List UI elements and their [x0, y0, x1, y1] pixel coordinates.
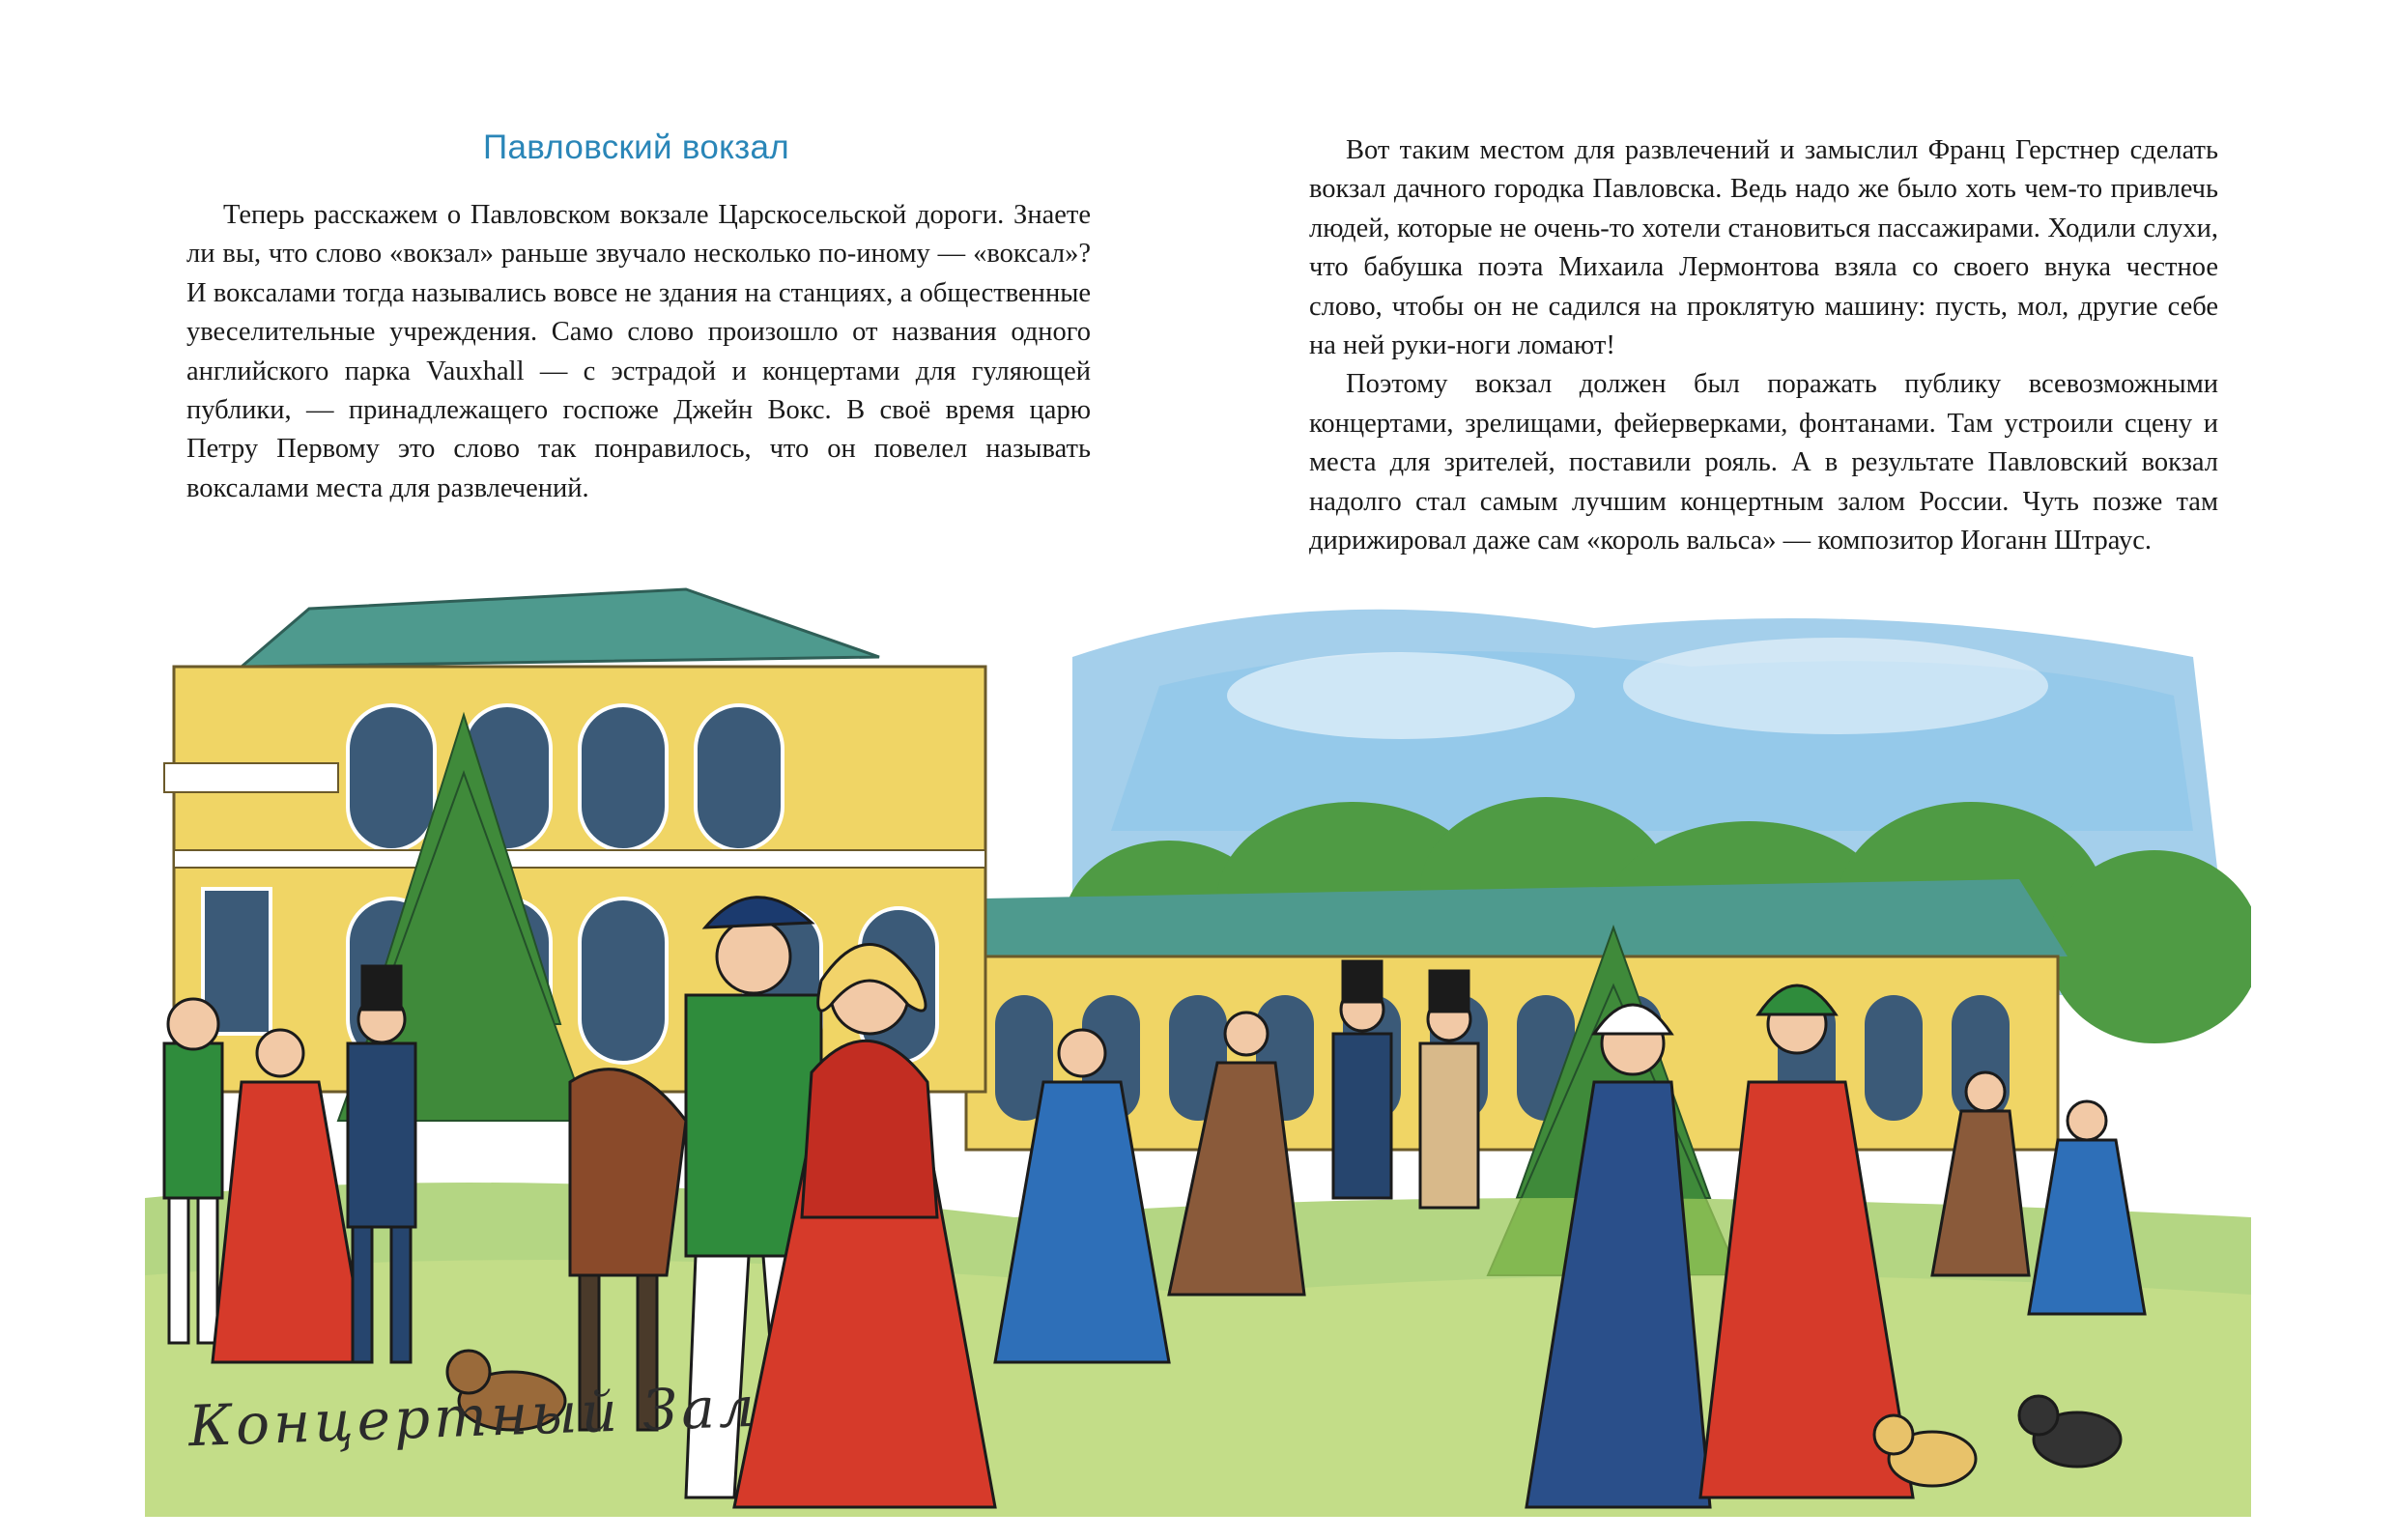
right-paragraph-2: Поэтому вокзал должен был поражать публику всевозможными концертами, зрелищами, фейерверками, фонтанами. Там устроили сцену и места для зрителей, поставили рояль. А в результате Павловский вокзал надолго стал самым лучшим концертным залом России. Чуть позже там дирижировал даже сам «король вальса» — композитор Иоганн Штраус. [1309, 369, 2218, 556]
left-paragraph-1: Теперь расскажем о Павловском вокзале Царскосельской дороги. Знаете ли вы, что слово «вокзал» раньше звучало несколько по-иному — «воксал»? И воксалами тогда назывались вовсе не здания на станциях, а общественные увеселительные учреждения. Само слово произошло от названия одного английского парка Vauxhall — с эстрадой и концертами для гуляющей публики, — принадлежащего госпоже Джейн Вокс. В своё время царю Петру Первому это слово так понравилось, что он повелел называть воксалами места для развлечений. [186, 200, 1091, 503]
colonnade [966, 879, 2068, 1150]
left-text-column [186, 196, 1091, 508]
right-text-column [1309, 131, 2218, 560]
concert-hall-illustration [145, 541, 2251, 1517]
page-title: Павловский вокзал [483, 128, 789, 166]
illustration-caption: Концертный Зал [186, 1373, 759, 1460]
right-paragraph-1: Вот таким местом для развлечений и замыслил Франц Герстнер сделать вокзал дачного городка Павловска. Ведь надо же было хоть чем-то привлечь людей, которые не очень-то хотели становиться пассажирами. Ходили слухи, что бабушка поэта Михаила Лермонтова взяла со своего внука честное слово, чтобы он не садился на проклятую машину: пусть, мол, другие себе на ней руки-ноги ломают! [1309, 135, 2218, 361]
